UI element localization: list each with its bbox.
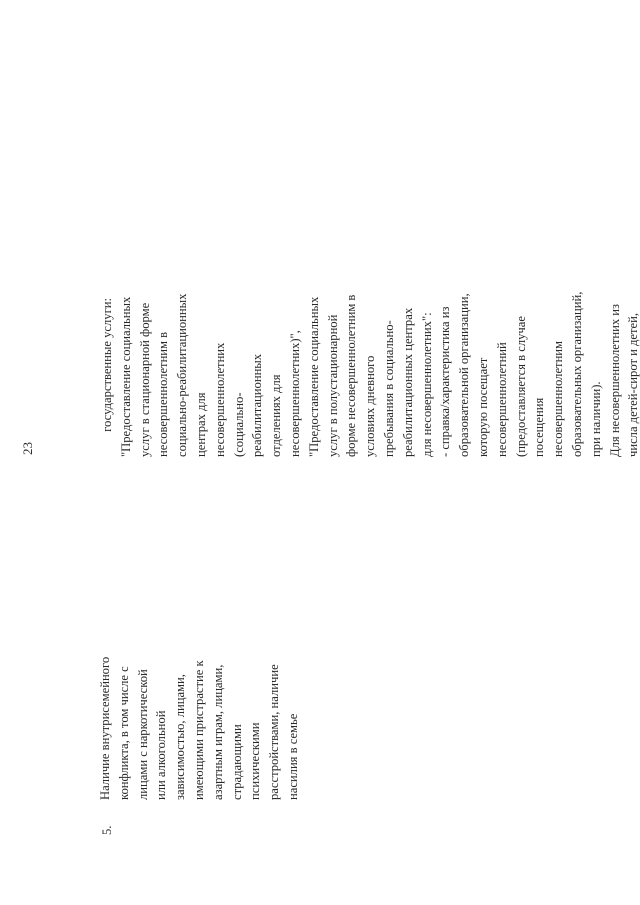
services-line: форме несовершеннолетним в (344, 294, 359, 457)
condition-column (96, 600, 303, 800)
services-line: несовершеннолетних (212, 342, 227, 457)
services-line: "Предоставление социальных (118, 296, 133, 457)
services-line: несовершеннолетним (551, 340, 566, 457)
services-line: при наличии). (588, 381, 603, 457)
condition-line: насилия в семье (285, 713, 300, 800)
services-line: посещения (532, 397, 547, 457)
services-line: которую посещает (475, 357, 490, 457)
services-line: числа детей-сирот и детей, (626, 313, 640, 457)
services-line: - справка/характеристика из (438, 306, 453, 457)
services-line: несовершеннолетним в (156, 331, 171, 457)
condition-line: зависимостью, лицами, (173, 674, 188, 800)
condition-line: расстройствами, наличие (267, 664, 282, 800)
row-number: 5. (100, 825, 114, 835)
services-line: реабилитационных (250, 353, 265, 457)
services-line: "Предоставление социальных (306, 296, 321, 457)
condition-line: имеющими пристрастие к (191, 660, 206, 800)
condition-line: азартным играм, лицами, (210, 664, 225, 800)
services-column (98, 157, 640, 457)
services-line: образовательной организации, (457, 293, 472, 457)
services-line: отделениях для (269, 374, 284, 457)
services-line: несовершеннолетних)", (287, 330, 302, 457)
services-line: государственные услуги: (100, 298, 114, 457)
services-line: услуг в стационарной форме (137, 302, 152, 457)
services-line: условиях дневного (363, 355, 378, 457)
services-line: услуг в полустационарной (325, 314, 340, 457)
services-line: несовершеннолетний (494, 342, 509, 457)
services-line: центрах для (193, 392, 208, 457)
condition-line: или алкогольной (154, 710, 169, 800)
services-line: пребывания в социально- (381, 320, 396, 457)
services-line: образовательных организаций, (569, 291, 584, 457)
services-line: Для несовершеннолетних из (607, 303, 622, 457)
condition-line: страдающими (229, 724, 244, 800)
condition-line: психическими (248, 722, 263, 800)
services-line: (предоставляется в случае (513, 316, 528, 457)
services-line: реабилитационных центрах (400, 307, 415, 457)
condition-line: конфликта, в том числе с (116, 666, 131, 800)
services-line: социально-реабилитационных (175, 293, 190, 457)
condition-line: лицами с наркотической (135, 669, 150, 800)
page-number: 23 (20, 442, 35, 455)
condition-line: Наличие внутрисемейного (98, 656, 112, 800)
services-line: (социально- (231, 392, 246, 457)
services-line: для несовершеннолетних": (419, 312, 434, 457)
